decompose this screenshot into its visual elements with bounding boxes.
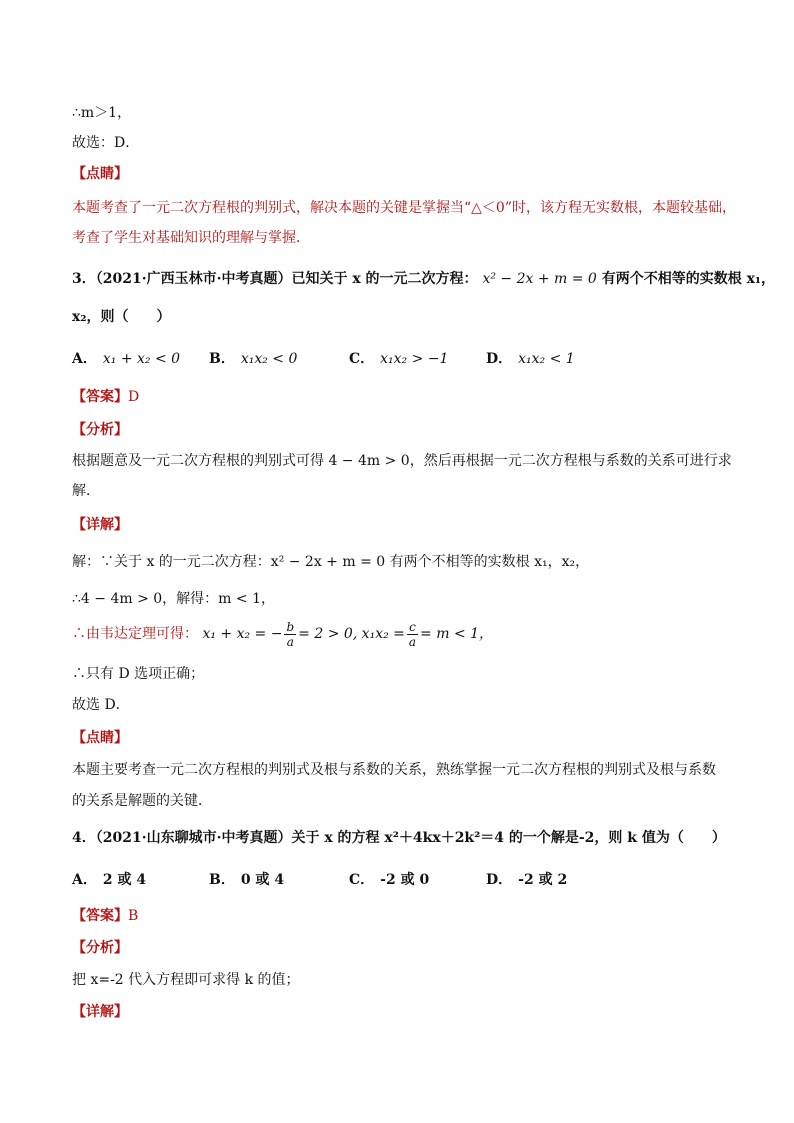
q3-option-d: [486, 350, 575, 368]
q4-option-c-value: -2 或 0: [380, 872, 430, 888]
q3-stem-suffix: 有两个不相等的实数根 x₁，: [601, 271, 776, 287]
q4-answer: [72, 907, 138, 925]
dianjing-heading: 【点睛】: [72, 166, 128, 182]
q4-option-b-value: 0 或 4: [240, 872, 285, 888]
q3-option-b-value: x₁x₂ < 0: [240, 351, 298, 367]
q3-solution-4: ∴只有 D 选项正确；: [72, 666, 205, 682]
answer-tag: 【答案】: [72, 389, 128, 405]
q4-option-a-value: 2 或 4: [102, 872, 147, 888]
q3-note-line-2: 的关系是解题的关键．: [72, 793, 212, 809]
fraction-denominator: a: [286, 634, 294, 649]
q4-option-d-value: -2 或 2: [518, 872, 568, 888]
q4-option-a-label: A．: [72, 872, 97, 888]
q3-solution-5: 故选 D．: [72, 697, 130, 713]
fraction-numerator: b: [286, 619, 295, 634]
q4-option-c: [349, 871, 429, 889]
note-line-2: 考查了学生对基础知识的理解与掌握．: [72, 230, 310, 246]
vieta-prefix: ∴由韦达定理可得：: [72, 626, 198, 642]
q4-stem: 4．（2021·山东聊城市·中考真题）关于 x 的方程 x²＋4kx＋2k²＝4 的一个解是-2，则 k 值为（ ）: [72, 830, 726, 846]
q3-option-b-label: B．: [209, 351, 235, 367]
q4-option-c-label: C．: [349, 872, 375, 888]
fraction-b-over-a: [284, 620, 296, 649]
vieta-sum: x₁ + x₂ = −: [202, 626, 283, 642]
note-line-1: 本题考查了一元二次方程根的判别式，解决本题的关键是掌握当“△＜0”时，该方程无实数根，本题较基础，: [72, 200, 736, 216]
q3-option-d-value: x₁x₂ < 1: [518, 351, 575, 367]
q4-option-b: [209, 871, 284, 889]
q3-option-c-value: x₁x₂ > −1: [380, 351, 449, 367]
q3-option-b: [209, 350, 297, 368]
q3-option-a: [72, 350, 180, 368]
q3-solution-1: 解：∵关于 x 的一元二次方程：x² − 2x + m = 0 有两个不相等的实数根 x₁，x₂，: [72, 554, 590, 570]
q3-stem-prefix: 3．（2021·广西玉林市·中考真题）已知关于 x 的一元二次方程：: [72, 271, 478, 287]
q3-option-c: [349, 350, 448, 368]
q3-stem-continued: x₂，则（ ）: [72, 309, 171, 325]
q3-stem: [72, 270, 775, 288]
choice-line: 故选：D．: [72, 135, 140, 151]
q3-solution-2: ∴4 − 4m > 0，解得：m < 1，: [72, 591, 275, 607]
q3-equation: x² − 2x + m = 0: [482, 271, 597, 287]
q3-option-c-label: C．: [349, 351, 375, 367]
answer-value: B: [128, 908, 139, 924]
q3-analysis-line-2: 解．: [72, 483, 100, 499]
q3-dianjing-tag: 【点睛】: [72, 730, 128, 746]
q4-detail-tag: 【详解】: [72, 1004, 128, 1020]
answer-value: D: [128, 389, 140, 405]
q4-option-d-label: D．: [486, 872, 513, 888]
q3-analysis-line-1: 根据题意及一元二次方程根的判别式可得 4 − 4m > 0，然后再根据一元二次方程根与系数的关系可进行求: [72, 453, 732, 469]
q3-option-a-label: A．: [72, 351, 97, 367]
fraction-denominator: a: [408, 634, 417, 649]
q3-solution-3: [72, 618, 493, 650]
conclusion-line: ∴m＞1，: [72, 105, 132, 121]
q3-option-d-label: D．: [486, 351, 513, 367]
q3-analysis-tag: 【分析】: [72, 422, 128, 438]
fraction-numerator: c: [407, 620, 418, 635]
fraction-c-over-a: [407, 620, 418, 649]
vieta-result: = m < 1，: [420, 626, 494, 642]
vieta-product: = 2 > 0, x₁x₂ =: [298, 626, 405, 642]
q4-option-d: [486, 871, 567, 889]
q4-analysis-tag: 【分析】: [72, 940, 128, 956]
q3-option-a-value: x₁ + x₂ < 0: [102, 351, 181, 367]
q3-detail-tag: 【详解】: [72, 517, 128, 533]
q4-option-a: [72, 871, 146, 889]
answer-tag: 【答案】: [72, 908, 128, 924]
q3-answer: [72, 388, 139, 406]
q4-option-b-label: B．: [209, 872, 235, 888]
q4-analysis-line: 把 x=-2 代入方程即可求得 k 的值；: [72, 972, 300, 988]
q3-note-line-1: 本题主要考查一元二次方程根的判别式及根与系数的关系，熟练掌握一元二次方程根的判别式及根与系数: [72, 762, 716, 778]
